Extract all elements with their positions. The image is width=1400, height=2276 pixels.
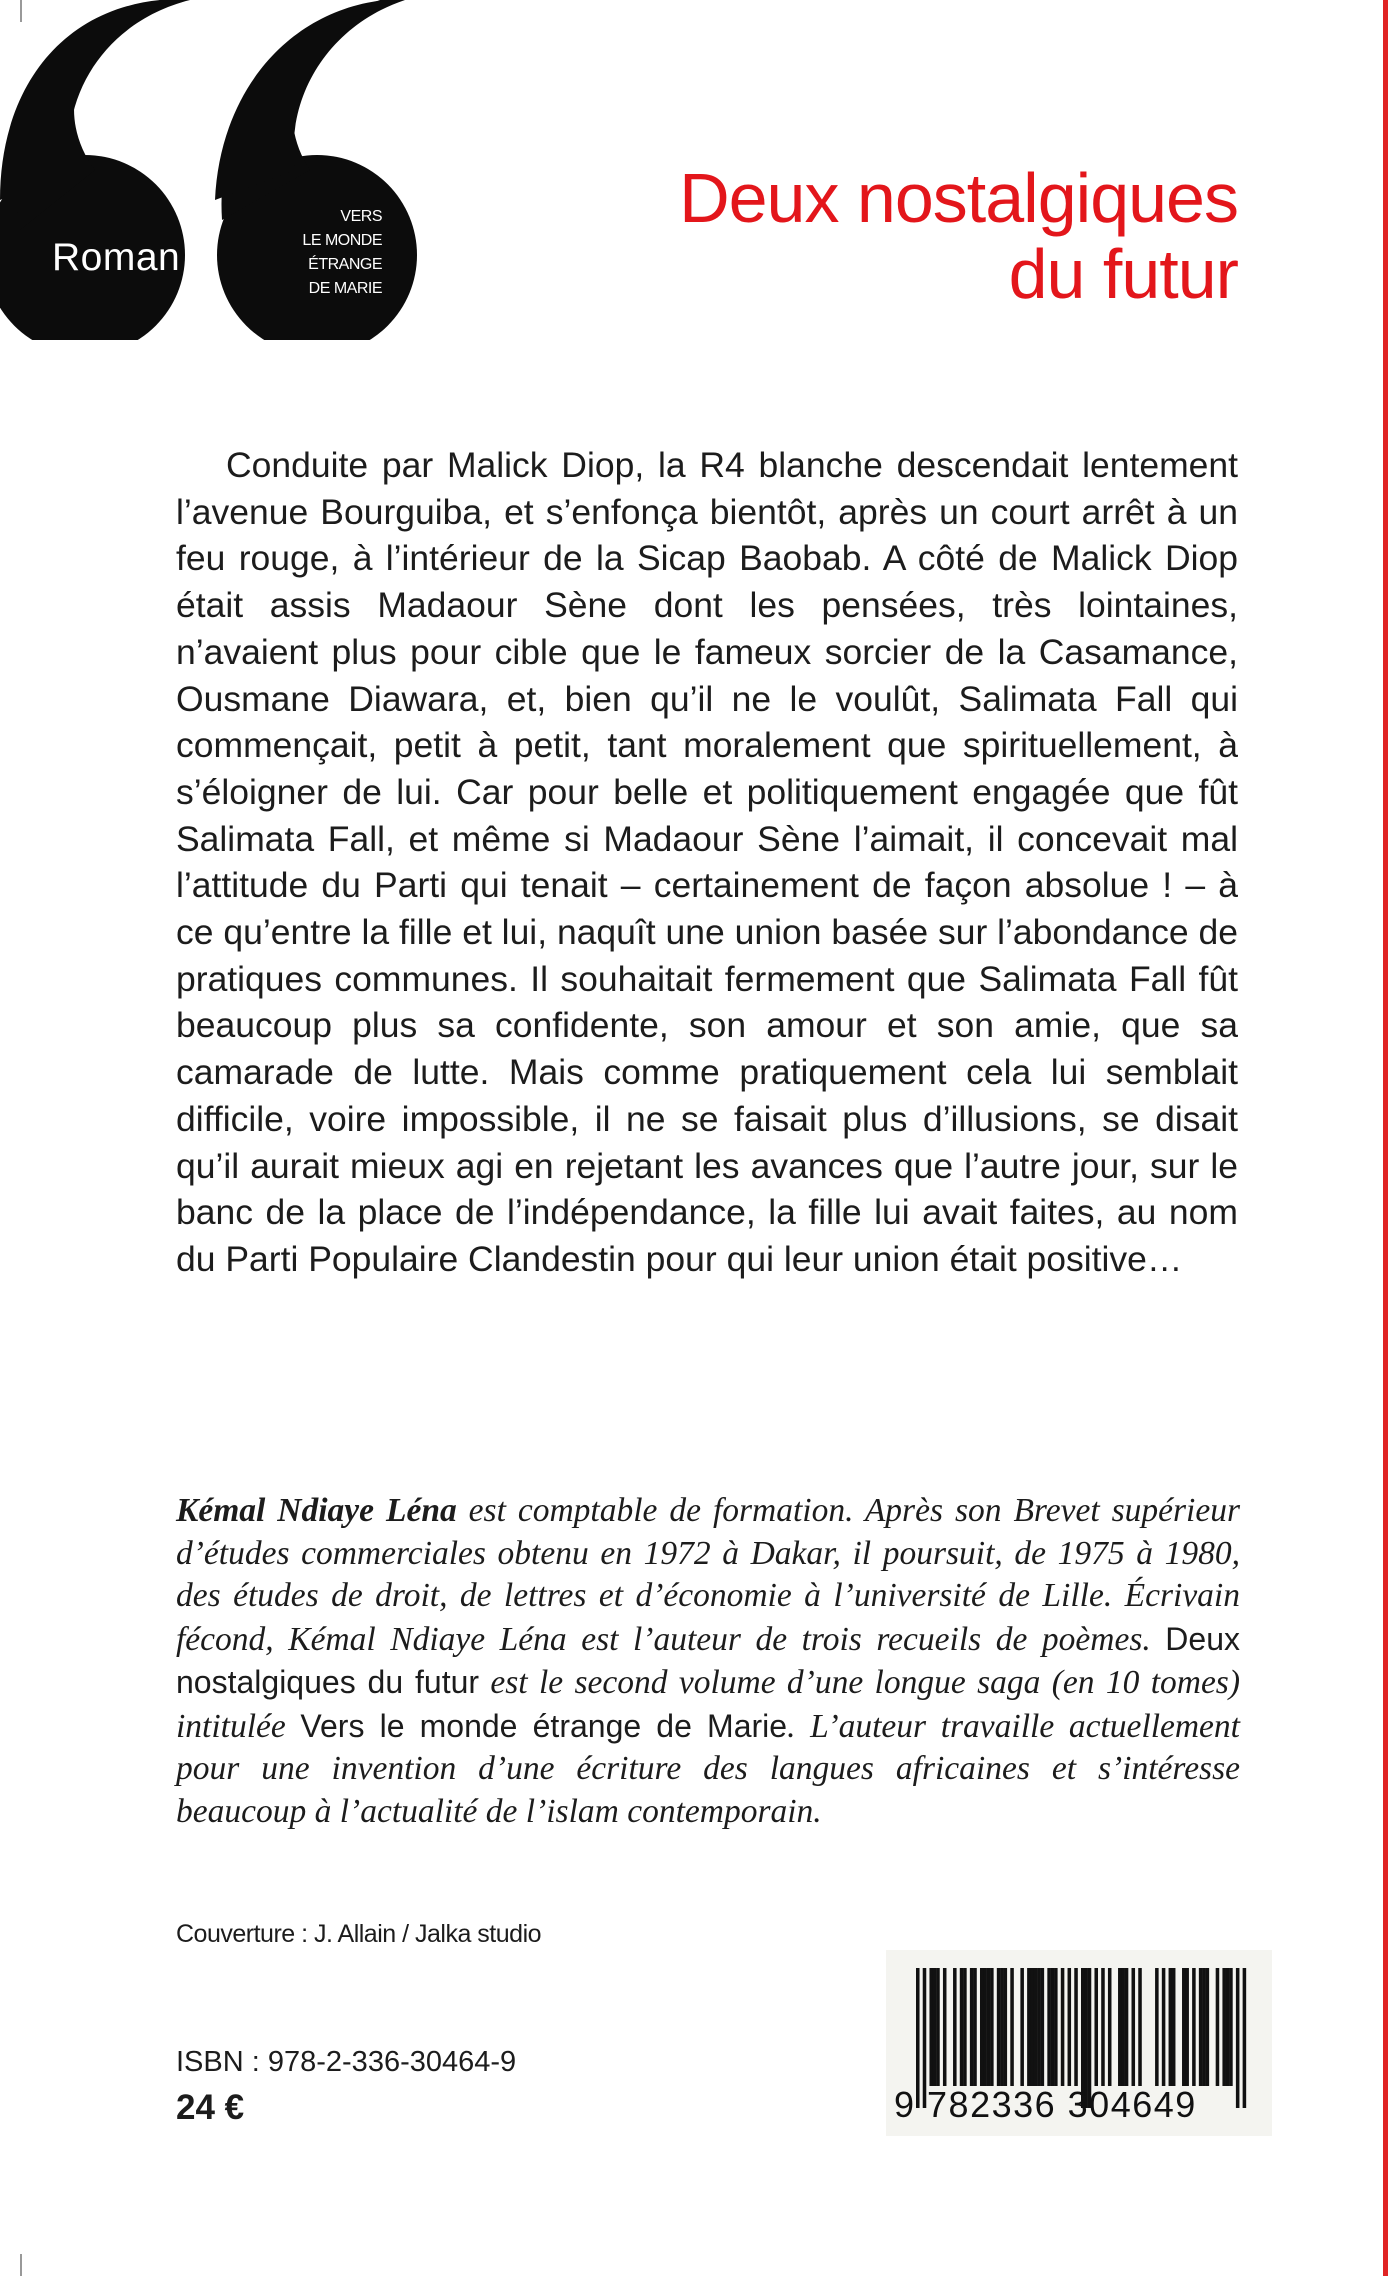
isbn-number: ISBN : 978-2-336-30464-9 bbox=[176, 2046, 517, 2078]
genre-label: Roman bbox=[52, 236, 181, 279]
author-bio bbox=[176, 1490, 1240, 1833]
barcode-bar bbox=[1051, 1968, 1055, 2086]
barcode-bar bbox=[1108, 1968, 1112, 2086]
barcode-bar bbox=[1010, 1968, 1014, 2086]
barcode-bar bbox=[1185, 1968, 1189, 2086]
barcode-bar bbox=[970, 1968, 974, 2086]
quote-mark-logo bbox=[0, 0, 440, 340]
barcode-bar bbox=[1068, 1968, 1072, 2086]
barcode-bar bbox=[1101, 1968, 1105, 2086]
barcode-bar bbox=[1121, 1968, 1125, 2086]
barcode-bar bbox=[963, 1968, 967, 2086]
barcode-bar bbox=[1155, 1968, 1159, 2086]
barcode-bar bbox=[1020, 1968, 1024, 2086]
crop-mark-bottom bbox=[20, 2254, 22, 2276]
barcode-bar bbox=[1074, 1968, 1078, 2086]
cover-credits: Couverture : J. Allain / Jalka studio bbox=[176, 1920, 542, 1948]
barcode-bar bbox=[1132, 1968, 1136, 2086]
barcode-bar bbox=[1226, 1968, 1230, 2086]
barcode-bar bbox=[943, 1968, 947, 2086]
barcode-bar bbox=[1047, 1968, 1051, 2086]
barcode-bar bbox=[1206, 1968, 1210, 2086]
barcode-bar bbox=[1125, 1968, 1129, 2086]
barcode-bar bbox=[953, 1968, 957, 2086]
bio-text: . L’auteur travaille actuellement pour une invention d’une écriture des langues africaines et s’intéresse beaucoup à l’actualité de l’islam contemporain. bbox=[176, 1707, 1240, 1830]
barcode-bar bbox=[936, 1968, 940, 2086]
barcode-bar bbox=[1229, 1968, 1233, 2086]
barcode-bar bbox=[1037, 1968, 1041, 2086]
barcode-bar bbox=[929, 1968, 933, 2086]
barcode-bar bbox=[1030, 1968, 1034, 2086]
barcode-bar bbox=[1004, 1968, 1008, 2086]
barcode-bar bbox=[1202, 1968, 1206, 2086]
bio-series-title: Vers le monde étrange de Marie bbox=[300, 1707, 788, 1744]
barcode-bar bbox=[1199, 1968, 1203, 2086]
barcode-bar bbox=[983, 1968, 987, 2086]
spine-edge-rule bbox=[1383, 0, 1388, 2276]
barcode bbox=[886, 1950, 1272, 2136]
barcode-bar bbox=[1222, 1968, 1226, 2086]
bio-text: est le second volume d’une longue saga (en 10 tomes) intitulée bbox=[176, 1664, 1240, 1745]
price: 24 € bbox=[176, 2088, 245, 2127]
series-label-line: DE MARIE bbox=[308, 280, 382, 297]
author-name: Kémal Ndiaye Léna bbox=[176, 1492, 457, 1529]
barcode-bar bbox=[1192, 1968, 1196, 2086]
barcode-bar bbox=[1027, 1968, 1031, 2086]
book-title-line-1: Deux nostalgiques bbox=[679, 159, 1238, 237]
barcode-bar bbox=[987, 1968, 991, 2086]
barcode-bar bbox=[1054, 1968, 1058, 2086]
series-label-line: VERS bbox=[340, 208, 382, 225]
synopsis-text: Conduite par Malick Diop, la R4 blanche descendait lentement l’avenue Bourguiba, et s’enfonça bientôt, après un court arrêt à un feu rouge, à l’intérieur de la Sicap Baobab. A côté de Malick Diop était assis Madaour Sène dont les pensées, très lointaines, n’avaient plus pour cible que le fameux sorcier de la Casamance, Ousmane Diawara, et, bien qu’il ne le voulût, Salimata Fall qui commençait, petit à petit, tant moralement que spirituellement, à s’éloigner de lui. Car pour belle et politiquement engagée que fût Salimata Fall, et même si Madaour Sène l’aimait, il concevait mal l’attitude du Parti qui tenait – certainement de façon absolue ! – à ce qu’entre la fille et lui, naquît une union basée sur l’abondance de pratiques communes. Il souhaitait fermement que Salimata Fall fût beaucoup plus sa confidente, son amour et son amie, que sa camarade de lutte. Mais comme pratiquement cela lui semblait difficile, voire impossible, il ne se faisait plus d’illusions, se disait qu’il aurait mieux agi en rejetant les avances que l’autre jour, sur le banc de la place de l’indépendance, la fille lui avait faites, au nom du Parti Populaire Clandestin pour qui leur union était positive… bbox=[176, 445, 1238, 1279]
book-title-line-2: du futur bbox=[1008, 235, 1238, 313]
barcode-bar bbox=[1182, 1968, 1186, 2086]
barcode-bar bbox=[1000, 1968, 1004, 2086]
series-label bbox=[282, 205, 382, 301]
barcode-bar bbox=[980, 1968, 984, 2086]
barcode-bar bbox=[973, 1968, 977, 2086]
barcode-bar bbox=[1094, 1968, 1098, 2086]
bio-book-title: Deux nostalgiques du futur bbox=[176, 1620, 1240, 1700]
barcode-bar bbox=[960, 1968, 964, 2086]
barcode-bar bbox=[1118, 1968, 1122, 2086]
barcode-bar bbox=[1138, 1968, 1142, 2086]
book-title bbox=[679, 160, 1238, 312]
bio-text: est comptable de formation. Après son Brevet supérieur d’études commerciales obtenu en 1972 à Dakar, il poursuit, de 1975 à 1980, des études de droit, de lettres et d’économie à l’université de Lille. Écrivain fécond, Kémal Ndiaye Léna est l’auteur de trois recueils de poèmes. bbox=[176, 1492, 1240, 1658]
series-label-line: ÉTRANGE bbox=[308, 256, 382, 273]
barcode-bar bbox=[997, 1968, 1001, 2086]
series-label-line: LE MONDE bbox=[302, 232, 382, 249]
barcode-bar bbox=[1041, 1968, 1045, 2086]
barcode-digits: 9 782336 304649 bbox=[894, 2084, 1197, 2125]
barcode-bar bbox=[933, 1968, 937, 2086]
barcode-bar bbox=[1061, 1968, 1065, 2086]
barcode-bar bbox=[1169, 1968, 1173, 2086]
barcode-bar bbox=[990, 1968, 994, 2086]
barcode-bar bbox=[1162, 1968, 1166, 2086]
barcode-bar bbox=[1172, 1968, 1176, 2086]
barcode-bar bbox=[1034, 1968, 1038, 2086]
barcode-bar bbox=[1216, 1968, 1220, 2086]
